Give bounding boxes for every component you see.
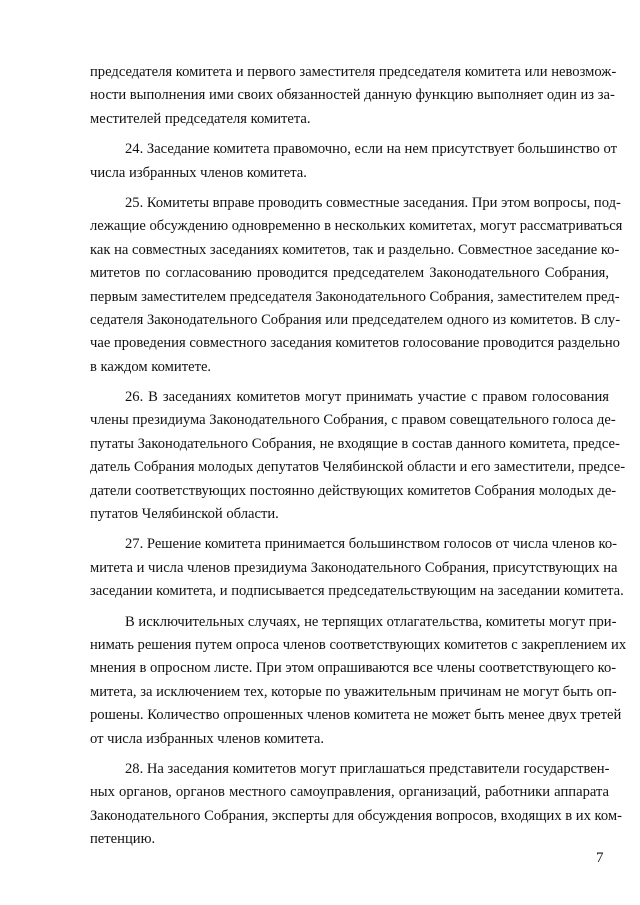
text-line: датели соответствующих постоянно действующих комитетов Собрания молодых де- — [90, 482, 617, 499]
text-line: митета, за исключением тех, которые по уважительным причинам не могут быть оп- — [90, 683, 617, 700]
text-line: 25. Комитеты вправе проводить совместные заседания. При этом вопросы, под- — [125, 194, 621, 211]
text-line: 24. Заседание комитета правомочно, если на нем присутствует большинство от — [125, 141, 617, 158]
text-line: ных органов, органов местного самоуправления, организаций, работники аппарата — [90, 784, 609, 801]
text-line: путаты Законодательного Собрания, не входящие в состав данного комитета, предсе- — [90, 435, 620, 452]
text-line: митетов по согласованию проводится председателем Законодательного Собрания, — [90, 265, 609, 282]
text-line: председателя комитета и первого заместителя председателя комитета или невозмож- — [90, 64, 617, 80]
text-line: числа избранных членов комитета. — [90, 164, 307, 181]
text-line: чае проведения совместного заседания комитетов голосование проводится раздельно — [90, 335, 620, 352]
text-line: ности выполнения ими своих обязанностей данную функцию выполняет один из за- — [90, 87, 615, 104]
text-line: петенцию. — [90, 831, 156, 848]
paragraph — [90, 533, 624, 603]
text-line: Законодательного Собрания, эксперты для обсуждения вопросов, входящих в их ком- — [90, 807, 623, 824]
text-line: рошены. Количество опрошенных членов комитета не может быть менее двух третей — [90, 707, 622, 724]
paragraph — [90, 192, 623, 379]
text-line: 27. Решение комитета принимается большинством голосов от числа членов ко- — [125, 536, 617, 553]
text-line: члены президиума Законодательного Собрания, с правом совещательного голоса де- — [90, 412, 616, 429]
document-body — [90, 61, 627, 852]
text-line: седателя Законодательного Собрания или председателем одного из комитетов. В слу- — [90, 311, 621, 328]
text-line: как на совместных заседаниях комитетов, так и раздельно. Совместное заседание ко- — [90, 241, 620, 258]
page-number: 7 — [596, 850, 604, 866]
text-line: В исключительных случаях, не терпящих отлагательства, комитеты могут при- — [125, 613, 617, 630]
paragraph — [90, 611, 627, 751]
text-line: первым заместителем председателя Законодательного Собрания, заместителем пред- — [90, 288, 620, 305]
paragraph — [90, 61, 617, 131]
text-line: в каждом комитете. — [90, 358, 212, 375]
text-line: нимать решения путем опроса членов соответствующих комитетов с закреплением их — [90, 636, 627, 653]
paragraph — [90, 138, 617, 185]
paragraph — [90, 386, 626, 526]
paragraph — [90, 758, 623, 852]
text-line: 28. На заседания комитетов могут приглашаться представители государствен- — [125, 760, 610, 777]
text-line: путатов Челябинской области. — [90, 506, 279, 523]
text-line: митета и числа членов президиума Законодательного Собрания, присутствующих на — [90, 559, 618, 576]
text-line: датель Собрания молодых депутатов Челябинской области и его заместители, предсе- — [90, 459, 626, 476]
text-line: мнения в опросном листе. При этом опрашиваются все члены соответствующего ко- — [90, 660, 617, 677]
text-line: лежащие обсуждению одновременно в нескольких комитетах, могут рассматриваться — [90, 218, 623, 235]
text-line: от числа избранных членов комитета. — [90, 730, 325, 747]
text-line: заседании комитета, и подписывается председательствующим на заседании комитета. — [90, 583, 624, 600]
text-line: 26. В заседаниях комитетов могут принимать участие с правом голосования — [125, 389, 609, 406]
text-line: местителей председателя комитета. — [90, 110, 311, 127]
